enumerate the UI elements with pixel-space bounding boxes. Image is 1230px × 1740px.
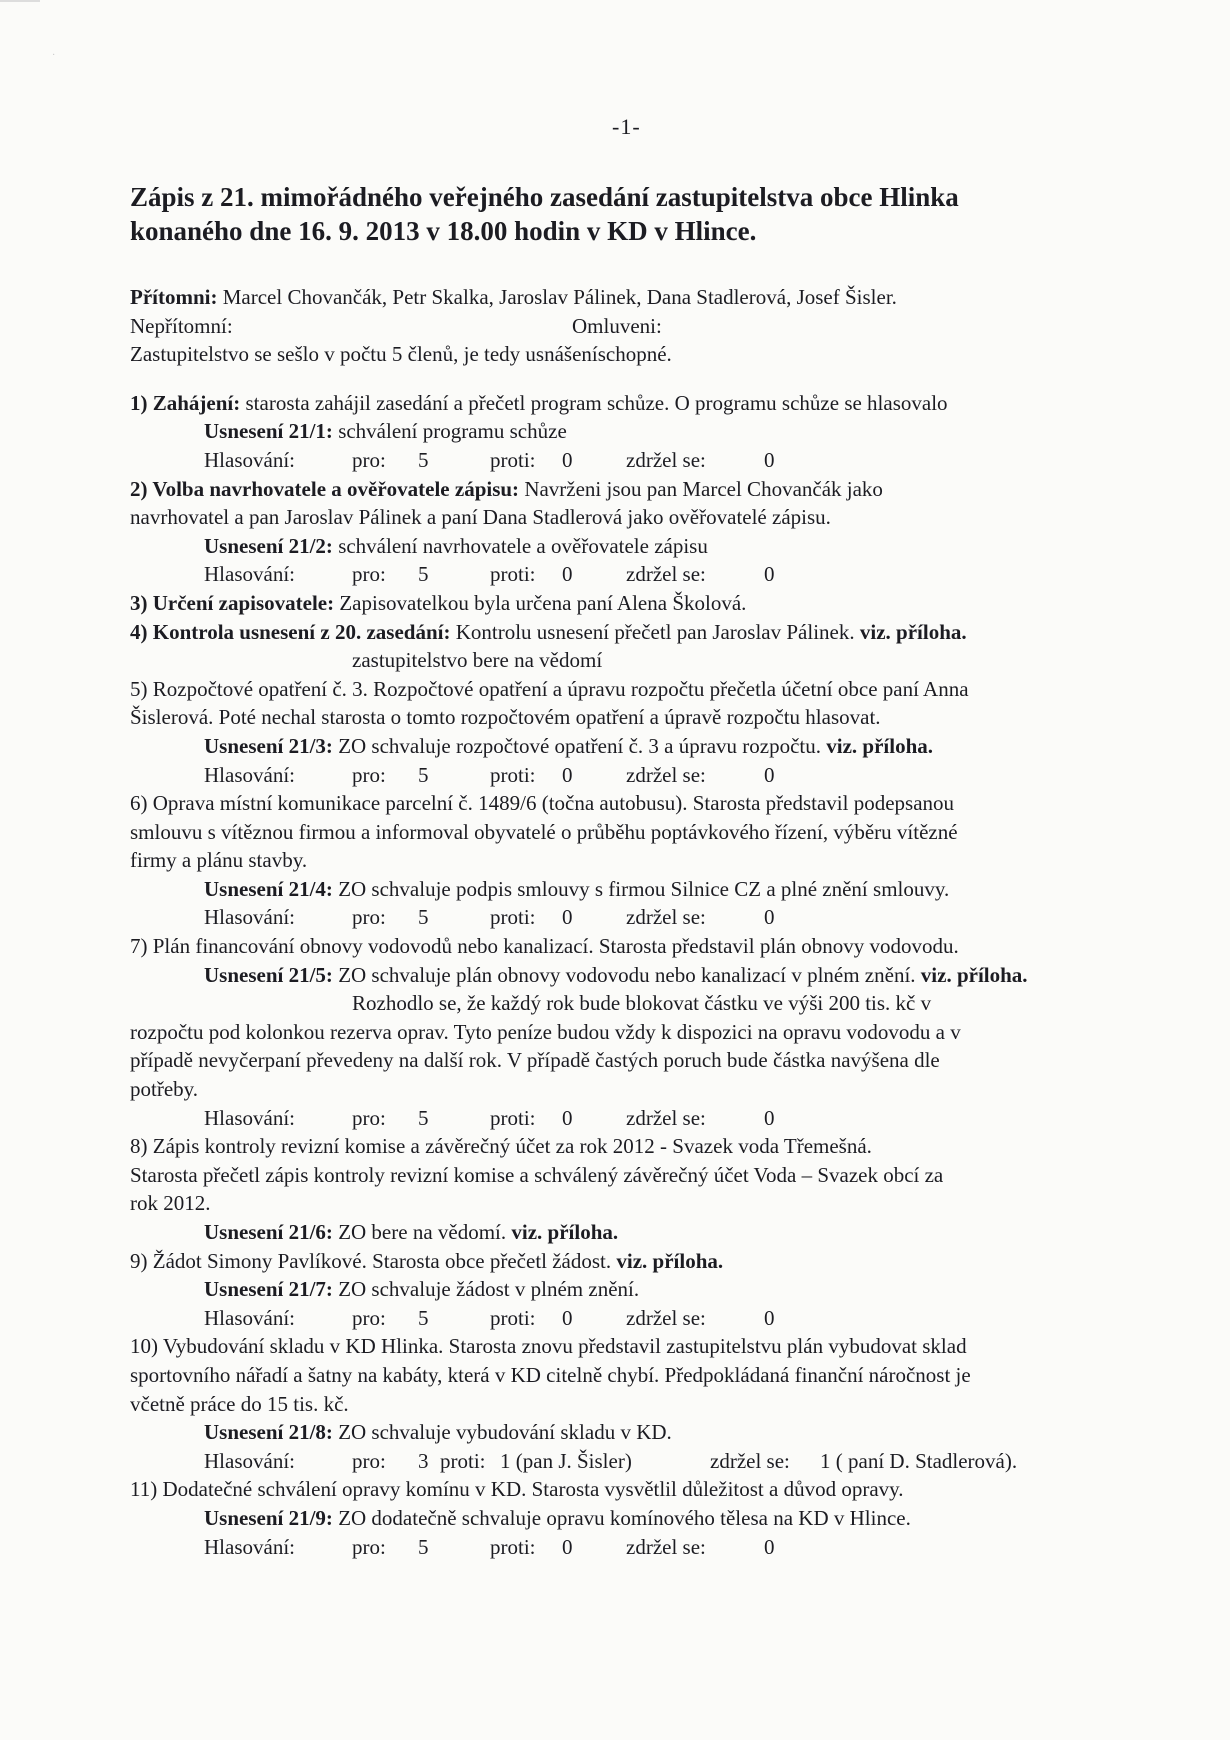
vote-proti-label: proti: xyxy=(490,905,536,930)
item-5-text-2: Šislerová. Poté nechal starosta o tomto rozpočtovém opatření a úpravě rozpočtu hlasovat. xyxy=(130,705,881,730)
item-3-text: Zapisovatelkou byla určena paní Alena Školová. xyxy=(334,590,747,615)
item-4-text: Kontrolu usnesení přečetl pan Jaroslav Pálinek. xyxy=(450,619,860,644)
item-10-text-2: sportovního nářadí a šatny na kabáty, která v KD citelně chybí. Předpokládaná finanční náročnost je xyxy=(130,1362,971,1387)
resolution-text: schválení navrhovatele a ověřovatele zápisu xyxy=(332,533,708,558)
resolution-text: schválení programu schůze xyxy=(332,419,567,444)
item-7-text-1: 7) Plán financování obnovy vodovodů nebo kanalizací. Starosta představil plán obnovy vodovodu. xyxy=(130,934,959,959)
item-9-text-1: 9) Žádot Simony Pavlíkové. Starosta obce přečetl žádost. xyxy=(130,1248,617,1273)
vote-pro-label: pro: xyxy=(352,762,386,787)
vote-zdrzel-value: 0 xyxy=(764,447,775,472)
minutes-body xyxy=(130,283,1140,1561)
vote-row-21-8 xyxy=(130,1447,1140,1476)
vote-label: Hlasování: xyxy=(204,1105,295,1130)
item-3-head: 3) Určení zapisovatele: xyxy=(130,590,335,615)
absent-label: Nepřítomní: xyxy=(130,313,233,338)
vote-pro-label: pro: xyxy=(352,1305,386,1330)
resolution-label: Usnesení 21/4: xyxy=(204,876,333,901)
item-10-text-3: včetně práce do 15 tis. kč. xyxy=(130,1391,349,1416)
vote-label: Hlasování: xyxy=(204,1448,295,1473)
resolution-text: ZO dodatečně schvaluje opravu komínového tělesa na KD v Hlince. xyxy=(332,1505,911,1530)
vote-zdrzel-label: zdržel se: xyxy=(710,1448,790,1473)
item-7-text-5: potřeby. xyxy=(130,1077,199,1102)
vote-pro-label: pro: xyxy=(352,1534,386,1559)
vote-proti-value: 0 xyxy=(562,447,573,472)
vote-row-21-5 xyxy=(130,1104,1140,1133)
vote-pro-value: 5 xyxy=(418,562,429,587)
vote-row-21-4 xyxy=(130,903,1140,932)
item-4-note: zastupitelstvo bere na vědomí xyxy=(352,648,603,673)
resolution-label: Usnesení 21/1: xyxy=(204,419,333,444)
vote-zdrzel-label: zdržel se: xyxy=(626,447,706,472)
item-6-text-1: 6) Oprava místní komunikace parcelní č. 1489/6 (točna autobusu). Starosta představil podepsanou xyxy=(130,791,955,816)
item-11-text-1: 11) Dodatečné schválení opravy komínu v KD. Starosta vysvětlil důležitost a důvod opravy. xyxy=(130,1477,904,1502)
vote-proti-label: proti: xyxy=(490,562,536,587)
vote-proti-label: proti: xyxy=(440,1448,486,1473)
item-8-text-2: Starosta přečetl zápis kontroly revizní komise a schválený závěrečný účet Voda – Svazek obcí za xyxy=(130,1162,944,1187)
resolution-label: Usnesení 21/9: xyxy=(204,1505,333,1530)
item-6-text-3: firmy a plánu stavby. xyxy=(130,848,308,873)
vote-proti-value: 1 (pan J. Šisler) xyxy=(500,1448,632,1473)
resolution-21-2 xyxy=(130,532,1140,561)
excused-label: Omluveni: xyxy=(572,313,662,338)
annex-reference: viz. příloha. xyxy=(616,1248,724,1273)
resolution-21-3 xyxy=(130,732,1140,761)
vote-proti-value: 0 xyxy=(562,762,573,787)
vote-pro-value: 5 xyxy=(418,1305,429,1330)
item-2 xyxy=(130,475,1140,504)
resolution-label: Usnesení 21/6: xyxy=(204,1220,333,1244)
vote-label: Hlasování: xyxy=(204,905,295,930)
vote-zdrzel-value: 1 ( paní D. Stadlerová). xyxy=(820,1448,1018,1473)
item-9 xyxy=(130,1247,1140,1276)
vote-proti-label: proti: xyxy=(490,1105,536,1130)
item-7-text-3: rozpočtu pod kolonkou rezerva oprav. Tyto peníze budou vždy k dispozici na opravu vodovodu a v xyxy=(130,1019,961,1044)
item-1-text: starosta zahájil zasedání a přečetl program schůze. O programu schůze se hlasovalo xyxy=(240,390,948,415)
resolution-label: Usnesení 21/7: xyxy=(204,1277,333,1302)
item-2-text-1: Navrženi jsou pan Marcel Chovančák jako xyxy=(519,476,883,501)
document-title xyxy=(130,180,1130,248)
vote-proti-value: 0 xyxy=(562,905,573,930)
resolution-21-1 xyxy=(130,417,1140,446)
title-line-2: konaného dne 16. 9. 2013 v 18.00 hodin v KD v Hlince. xyxy=(130,216,757,246)
attendance-present xyxy=(130,283,1140,312)
vote-proti-value: 0 xyxy=(562,1534,573,1559)
vote-proti-value: 0 xyxy=(562,1305,573,1330)
resolution-21-7 xyxy=(130,1275,1140,1304)
item-8-text-3: rok 2012. xyxy=(130,1191,211,1216)
vote-zdrzel-value: 0 xyxy=(764,562,775,587)
vote-pro-value: 5 xyxy=(418,447,429,472)
page-number: -1- xyxy=(612,114,641,139)
item-4-head: 4) Kontrola usnesení z 20. zasedání: xyxy=(130,619,451,644)
vote-zdrzel-value: 0 xyxy=(764,1534,775,1559)
resolution-text: ZO bere na vědomí. xyxy=(332,1220,512,1244)
vote-row-21-7 xyxy=(130,1304,1140,1333)
vote-pro-label: pro: xyxy=(352,905,386,930)
scan-speck: · xyxy=(52,50,56,61)
vote-proti-label: proti: xyxy=(490,1534,536,1559)
resolution-21-5 xyxy=(130,961,1140,990)
vote-pro-label: pro: xyxy=(352,447,386,472)
vote-row-21-2 xyxy=(130,560,1140,589)
vote-row-21-9 xyxy=(130,1533,1140,1562)
vote-proti-label: proti: xyxy=(490,447,536,472)
vote-proti-label: proti: xyxy=(490,762,536,787)
vote-pro-value: 5 xyxy=(418,1534,429,1559)
resolution-label: Usnesení 21/2: xyxy=(204,533,333,558)
item-1-head: 1) Zahájení: xyxy=(130,390,241,415)
annex-reference: viz. příloha. xyxy=(859,619,967,644)
annex-reference: viz. příloha. xyxy=(511,1220,619,1244)
item-8-text-1: 8) Zápis kontroly revizní komise a závěrečný účet za rok 2012 - Svazek voda Třemešná. xyxy=(130,1134,872,1159)
vote-zdrzel-value: 0 xyxy=(764,1105,775,1130)
item-6-text-2: smlouvu s vítěznou firmou a informoval obyvatelé o průběhu poptávkového řízení, výběru vítězné xyxy=(130,819,958,844)
resolution-text: ZO schvaluje plán obnovy vodovodu nebo kanalizací v plném znění. xyxy=(332,962,921,987)
vote-label: Hlasování: xyxy=(204,562,295,587)
item-2-text-2: navrhovatel a pan Jaroslav Pálinek a paní Dana Stadlerová jako ověřovatelé zápisu. xyxy=(130,505,831,530)
vote-proti-value: 0 xyxy=(562,562,573,587)
item-10-text-1: 10) Vybudování skladu v KD Hlinka. Starosta znovu představil zastupitelstvu plán vybudovat sklad xyxy=(130,1334,967,1359)
vote-pro-label: pro: xyxy=(352,1448,386,1473)
resolution-text: ZO schvaluje vybudování skladu v KD. xyxy=(332,1420,672,1445)
resolution-21-8 xyxy=(130,1418,1140,1447)
vote-zdrzel-label: zdržel se: xyxy=(626,905,706,930)
vote-pro-value: 5 xyxy=(418,762,429,787)
vote-label: Hlasování: xyxy=(204,1534,295,1559)
vote-pro-value: 5 xyxy=(418,905,429,930)
item-1 xyxy=(130,389,1140,418)
attendance-absent-excused xyxy=(130,312,1140,341)
vote-row-21-1 xyxy=(130,446,1140,475)
vote-zdrzel-value: 0 xyxy=(764,762,775,787)
resolution-text: ZO schvaluje rozpočtové opatření č. 3 a úpravu rozpočtu. xyxy=(332,733,827,758)
item-5-text-1: 5) Rozpočtové opatření č. 3. Rozpočtové opatření a úpravu rozpočtu přečetla účetní obce paní Anna xyxy=(130,676,969,701)
vote-zdrzel-label: zdržel se: xyxy=(626,762,706,787)
vote-zdrzel-value: 0 xyxy=(764,905,775,930)
vote-row-21-3 xyxy=(130,761,1140,790)
resolution-label: Usnesení 21/3: xyxy=(204,733,333,758)
item-4 xyxy=(130,618,1140,647)
vote-pro-value: 3 xyxy=(418,1448,429,1473)
resolution-21-4 xyxy=(130,875,1140,904)
item-3 xyxy=(130,589,1140,618)
vote-zdrzel-label: zdržel se: xyxy=(626,1534,706,1559)
vote-label: Hlasování: xyxy=(204,762,295,787)
resolution-21-9 xyxy=(130,1504,1140,1533)
resolution-label: Usnesení 21/5: xyxy=(204,962,333,987)
vote-label: Hlasování: xyxy=(204,1305,295,1330)
vote-pro-label: pro: xyxy=(352,1105,386,1130)
scan-edge-mark xyxy=(0,0,40,2)
vote-pro-label: pro: xyxy=(352,562,386,587)
vote-label: Hlasování: xyxy=(204,447,295,472)
vote-proti-label: proti: xyxy=(490,1305,536,1330)
item-7-text-4: případě nevyčerpaní převedeny na další rok. V případě častých poruch bude částka navýšena dle xyxy=(130,1048,940,1073)
annex-reference: viz. příloha. xyxy=(920,962,1028,987)
present-names: Marcel Chovančák, Petr Skalka, Jaroslav Pálinek, Dana Stadlerová, Josef Šisler. xyxy=(217,285,897,309)
vote-proti-value: 0 xyxy=(562,1105,573,1130)
resolution-label: Usnesení 21/8: xyxy=(204,1420,333,1445)
resolution-text: ZO schvaluje podpis smlouvy s firmou Silnice CZ a plné znění smlouvy. xyxy=(332,876,950,901)
vote-zdrzel-label: zdržel se: xyxy=(626,562,706,587)
vote-zdrzel-value: 0 xyxy=(764,1305,775,1330)
item-2-head: 2) Volba navrhovatele a ověřovatele zápisu: xyxy=(130,476,520,501)
resolution-21-6 xyxy=(130,1218,1140,1247)
present-label: Přítomni: xyxy=(130,285,218,309)
vote-pro-value: 5 xyxy=(418,1105,429,1130)
vote-zdrzel-label: zdržel se: xyxy=(626,1305,706,1330)
title-line-1: Zápis z 21. mimořádného veřejného zasedání zastupitelstva obce Hlinka xyxy=(130,182,959,212)
resolution-text: ZO schvaluje žádost v plném znění. xyxy=(332,1277,640,1302)
quorum-statement: Zastupitelstvo se sešlo v počtu 5 členů, je tedy usnášeníschopné. xyxy=(130,342,672,367)
vote-zdrzel-label: zdržel se: xyxy=(626,1105,706,1130)
item-7-text-2: Rozhodlo se, že každý rok bude blokovat částku ve výši 200 tis. kč v xyxy=(352,991,932,1016)
annex-reference: viz. příloha. xyxy=(826,733,934,758)
